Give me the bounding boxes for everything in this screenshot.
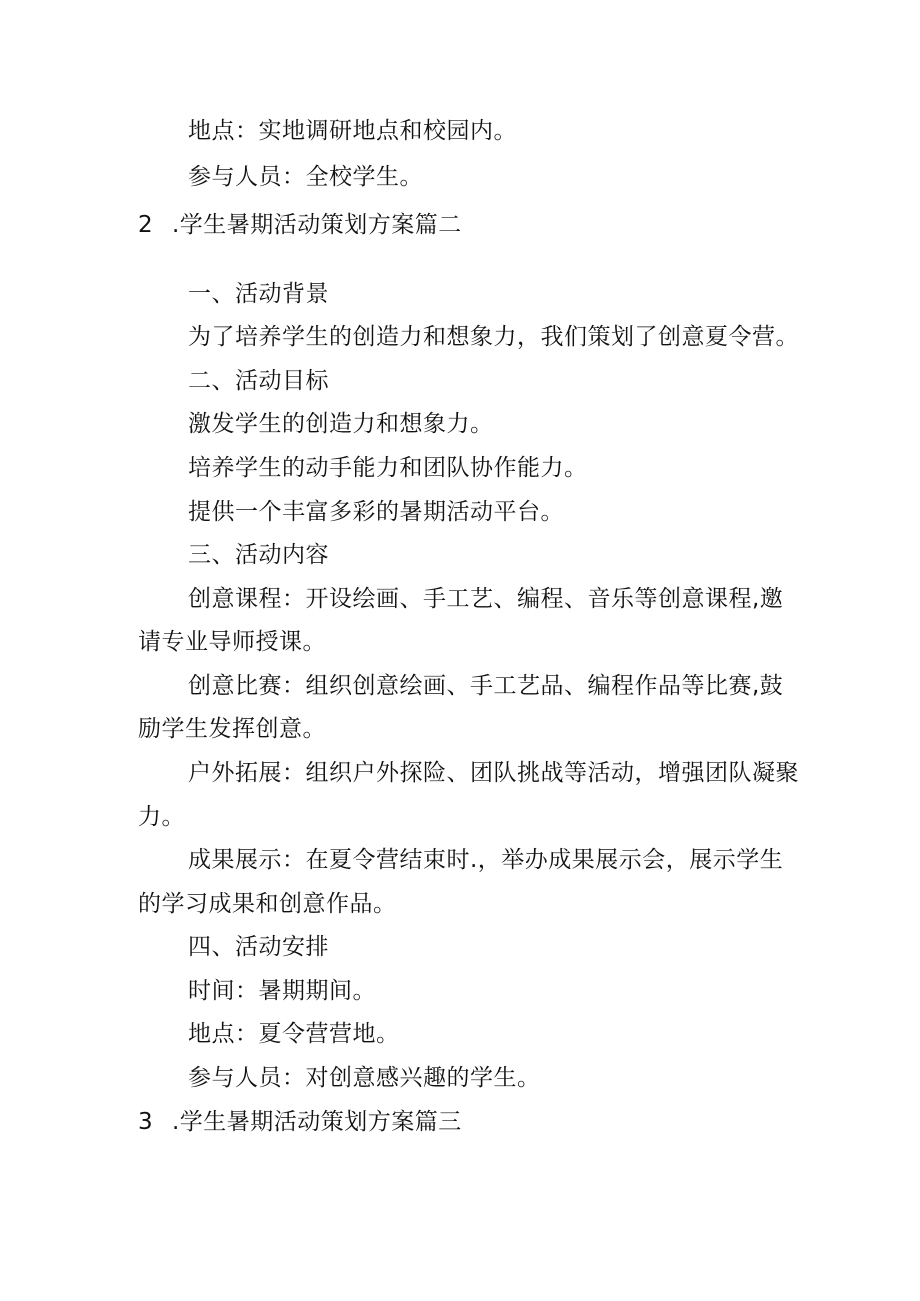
paragraph: 激发学生的创造力和想象力。	[188, 411, 494, 437]
heading-title: .学生暑期活动策划方案篇三	[172, 1109, 462, 1135]
paragraph-time: 时间：暑期期间。	[188, 978, 376, 1004]
heading-number: 3	[138, 1109, 154, 1135]
paragraph: 创意课程：开设绘画、手工艺、编程、音乐等创意课程,邀	[188, 586, 784, 612]
section-heading-3	[138, 1107, 462, 1137]
paragraph-continuation: 力。	[138, 804, 185, 830]
paragraph: 培养学生的动手能力和团队协作能力。	[188, 455, 588, 481]
paragraph: 成果展示：在夏令营结束时.，举办成果展示会，展示学生	[188, 847, 784, 873]
paragraph-location: 地点：实地调研地点和校园内。	[188, 118, 517, 144]
heading-title: .学生暑期活动策划方案篇二	[172, 212, 462, 238]
paragraph-continuation: 的学习成果和创意作品。	[138, 891, 397, 917]
subheading-content: 三、活动内容	[188, 542, 329, 568]
heading-number: 2	[138, 212, 154, 238]
paragraph: 为了培养学生的创造力和想象力，我们策划了创意夏令营。	[188, 324, 799, 350]
paragraph-location: 地点：夏令营营地。	[188, 1021, 400, 1047]
subheading-goals: 二、活动目标	[188, 368, 329, 394]
section-heading-2	[138, 210, 462, 240]
paragraph: 创意比赛：组织创意绘画、手工艺品、编程作品等比赛,鼓	[188, 673, 784, 699]
subheading-background: 一、活动背景	[188, 281, 329, 307]
paragraph-participants: 参与人员：对创意感兴趣的学生。	[188, 1065, 541, 1091]
paragraph: 提供一个丰富多彩的暑期活动平台。	[188, 499, 564, 525]
paragraph: 户外拓展：组织户外探险、团队挑战等活动，增强团队凝聚	[188, 760, 799, 786]
paragraph-continuation: 请专业导师授课。	[138, 629, 326, 655]
paragraph-participants: 参与人员：全校学生。	[188, 164, 423, 190]
subheading-schedule: 四、活动安排	[188, 934, 329, 960]
paragraph-continuation: 励学生发挥创意。	[138, 716, 326, 742]
